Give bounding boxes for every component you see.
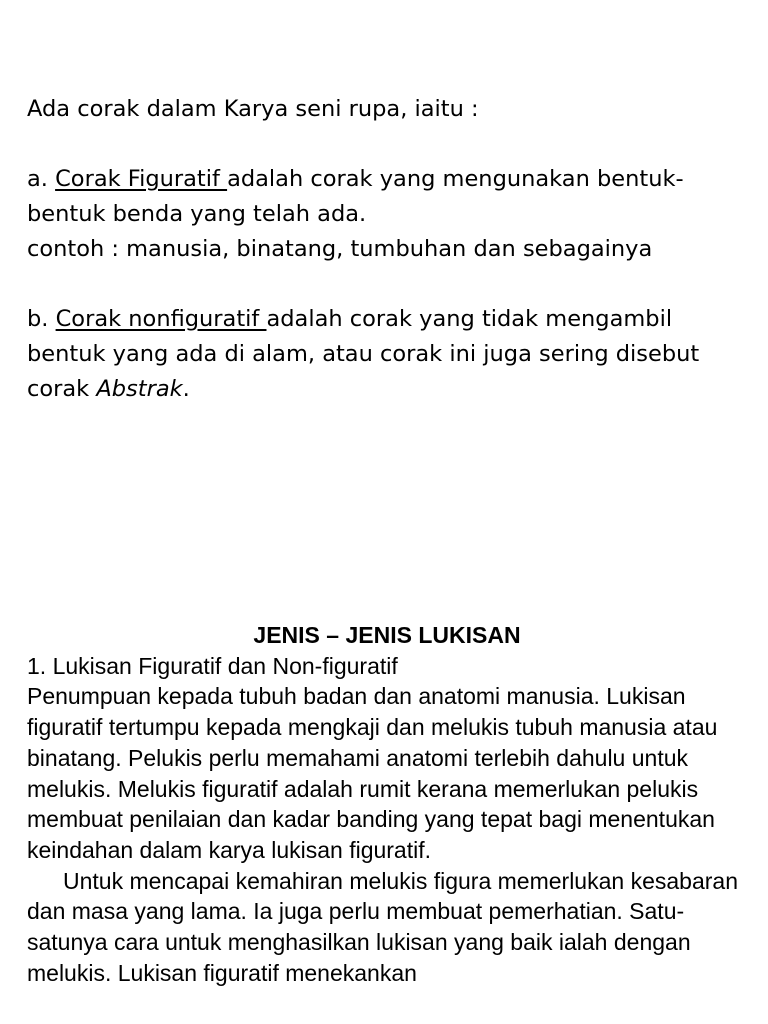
item-b-end: . [182, 376, 190, 402]
spacer [27, 267, 747, 302]
item-a [27, 162, 747, 232]
subheading: 1. Lukisan Figuratif dan Non-figuratif [27, 652, 398, 679]
item-a-prefix: a. [27, 166, 56, 192]
item-b-prefix: b. [27, 306, 56, 332]
item-a-definition: adalah corak yang mengunakan bentuk-bentuk benda yang telah ada. [27, 166, 684, 227]
paragraph-1: Penumpuan kepada tubuh badan dan anatomi manusia. Lukisan figuratif tertumpu kepada mengkaji dan melukis tubuh manusia atau binatang. Pelukis perlu memahami anatomi terlebih dahulu untuk melukis. Melukis figuratif adalah rumit kerana memerlukan pelukis membuat penilaian dan kadar banding yang tepat bagi menentukan keindahan dalam karya lukisan figuratif. [27, 683, 718, 863]
slide-text-corak [27, 92, 747, 407]
intro-text: Ada corak dalam Karya seni rupa, iaitu : [27, 96, 479, 122]
slide-text-jenis-lukisan [27, 620, 747, 988]
spacer [27, 127, 747, 162]
item-b-italic-word: Abstrak [96, 376, 183, 402]
section-heading: JENIS – JENIS LUKISAN [253, 622, 521, 648]
paragraph-2: Untuk mencapai kemahiran melukis figura memerlukan kesabaran dan masa yang lama. Ia juga perlu membuat pemerhatian. Satu-satunya cara untuk menghasilkan lukisan yang baik ialah dengan melukis. Lukisan figuratif menekankan [27, 867, 738, 986]
item-b [27, 302, 747, 407]
item-a-term: Corak Figuratif [55, 166, 228, 192]
item-b-term: Corak nonfiguratif [55, 306, 267, 332]
item-a-example: contoh : manusia, binatang, tumbuhan dan sebagainya [27, 236, 653, 262]
item-b-definition: adalah corak yang tidak mengambil bentuk yang ada di alam, atau corak ini juga sering disebut corak [27, 306, 700, 402]
